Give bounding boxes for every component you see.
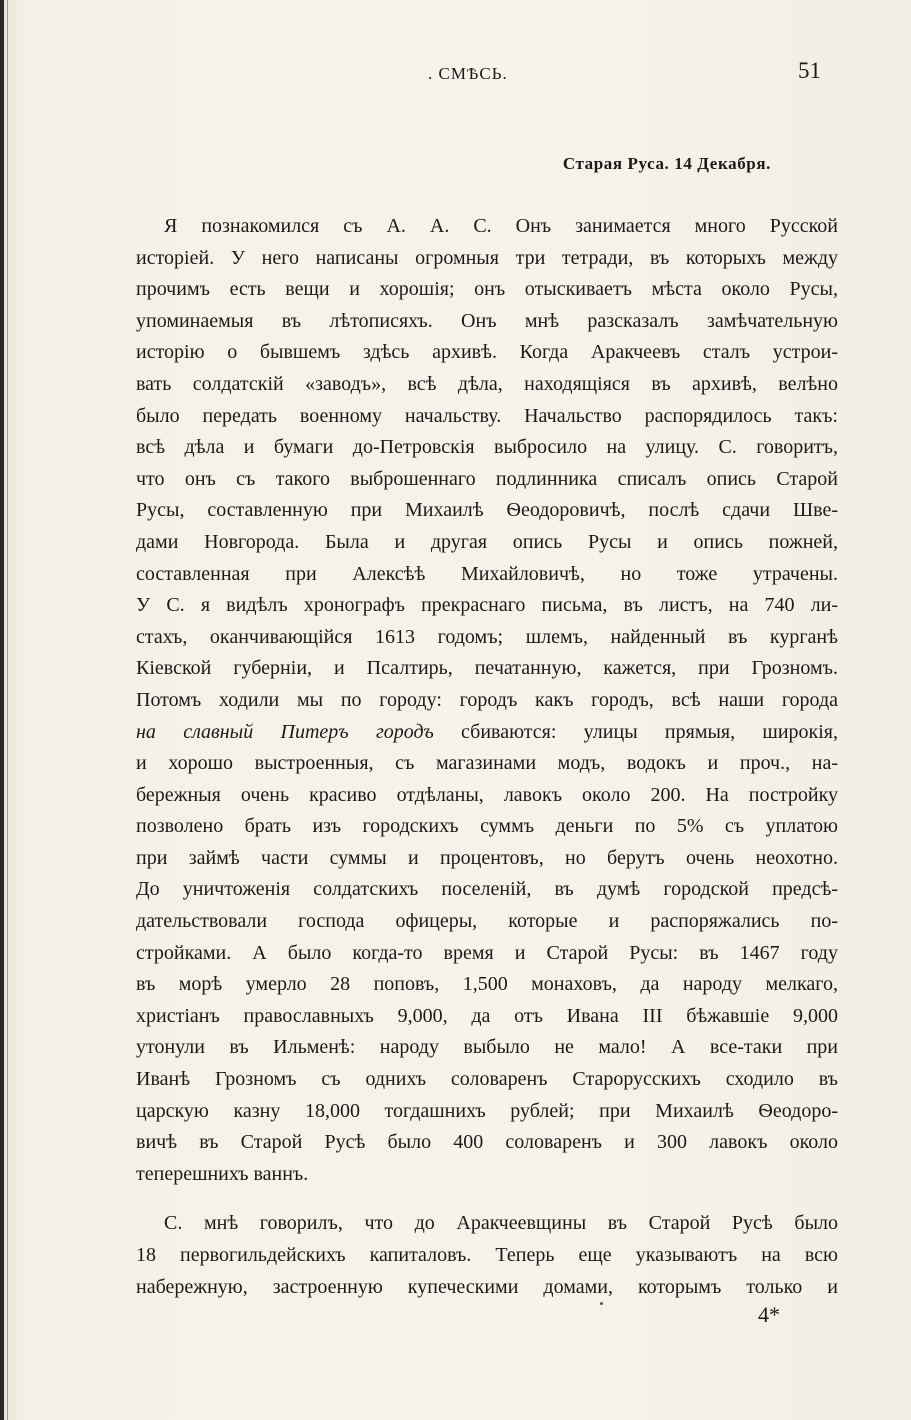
text-line: и хорошо выстроенныя, съ магазинами модъ, водокъ и проч., на- — [136, 752, 838, 775]
text-line: набережную, застроенную купеческими домами, которымъ только и — [136, 1275, 838, 1298]
running-head: . СМѢСЬ. — [428, 64, 508, 83]
text-line: утонули въ Ильменѣ: народу выбыло не мало! А все-таки при — [136, 1036, 838, 1059]
text-line: позволено брать изъ городскихъ суммъ деньги по 5% съ уплатою — [136, 815, 838, 838]
dateline: Старая Руса. 14 Декабря. — [562, 154, 771, 173]
text-line: исторіей. У него написаны огромныя три тетради, въ которыхъ между — [136, 246, 838, 269]
text-line: вать солдатскій «заводъ», всѣ дѣла, находящіяся въ архивѣ, велѣно — [136, 372, 838, 395]
text-line: было передать военному начальству. Начальство распорядилось такъ: — [136, 404, 838, 427]
text-line: стахъ, оканчивающійся 1613 годомъ; шлемъ, найденный въ курганѣ — [136, 625, 838, 648]
text-line: въ морѣ умерло 28 поповъ, 1,500 монаховъ, да народу мелкаго, — [136, 973, 838, 996]
text-line: всѣ дѣла и бумаги до-Петровскія выбросило на улицу. С. говоритъ, — [136, 436, 838, 459]
text-line: прочимъ есть вещи и хорошія; онъ отыскиваетъ мѣста около Русы, — [136, 278, 838, 301]
paragraph-2 — [136, 1208, 838, 1303]
text-line: Я познакомился съ А. А. С. Онъ занимается много Русской — [164, 215, 838, 237]
text-line: составленная при Алексѣѣ Михайловичѣ, но тоже утрачены. — [136, 562, 838, 585]
text-line: 18 первогильдейскихъ капиталовъ. Теперь еще указываютъ на всю — [136, 1244, 838, 1266]
signature-mark: 4* — [758, 1302, 780, 1327]
text-line: христіанъ православныхъ 9,000, да отъ Ивана III бѣжавшіе 9,000 — [136, 1004, 838, 1027]
text-line: Русы, составленную при Михаилѣ Ѳеодоровичѣ, послѣ сдачи Шве- — [136, 499, 838, 522]
text-line: Кіевской губерніи, и Псалтирь, печатанную, кажется, при Грозномъ. — [136, 657, 838, 680]
page-number: 51 — [798, 58, 821, 83]
text-line: Потомъ ходили мы по городу: городъ какъ городъ, всѣ наши города — [136, 688, 838, 711]
paragraph-1 — [136, 211, 838, 1190]
text-line: вичѣ въ Старой Русѣ было 400 соловаренъ и 300 лавокъ около — [136, 1131, 838, 1154]
text-line: что онъ съ такого выброшеннаго подлинника списалъ опись Старой — [136, 467, 838, 490]
text-line: У С. я видѣлъ хронографъ прекраснаго письма, въ листъ, на 740 ли- — [136, 594, 838, 617]
italic-phrase: на славный Питеръ городъ — [136, 720, 434, 743]
text-line: упоминаемыя въ лѣтописяхъ. Онъ мнѣ разсказалъ замѣчательную — [136, 309, 838, 332]
text-line: дами Новгорода. Была и другая опись Русы и опись пожней, — [136, 530, 838, 553]
text-line: бережныя очень красиво отдѣланы, лавокъ около 200. На постройку — [136, 783, 838, 806]
ink-speck — [600, 1302, 603, 1305]
text-line: на славный Питеръ городъ сбиваются: улицы прямыя, широкія, — [136, 720, 838, 743]
text-line: царскую казну 18,000 тогдашнихъ рублей; при Михаилѣ Ѳеодоро- — [136, 1099, 838, 1122]
text-line: стройками. А было когда-то время и Старой Русы: въ 1467 году — [136, 941, 838, 964]
paragraph-gap — [136, 1190, 838, 1208]
page-binding-shadow — [7, 0, 8, 1420]
text-line: С. мнѣ говорилъ, что до Аракчеевщины въ Старой Русѣ было — [164, 1212, 838, 1235]
text-line: До уничтоженія солдатскихъ поселеній, въ думѣ городской предсѣ- — [136, 878, 838, 901]
text-line: при займѣ части суммы и процентовъ, но берутъ очень неохотно. — [136, 846, 838, 869]
text-line: дательствовали господа офицеры, которые и распоряжались по- — [136, 910, 838, 933]
text-line: Иванѣ Грозномъ съ однихъ соловаренъ Старорусскихъ сходило въ — [136, 1068, 838, 1091]
text-line: исторію о бывшемъ здѣсь архивѣ. Когда Аракчеевъ сталъ устрои- — [136, 341, 838, 364]
text-line: теперешнихъ ваннъ. — [136, 1162, 309, 1185]
body-text — [136, 211, 838, 1303]
page-binding-edge — [0, 0, 4, 1420]
